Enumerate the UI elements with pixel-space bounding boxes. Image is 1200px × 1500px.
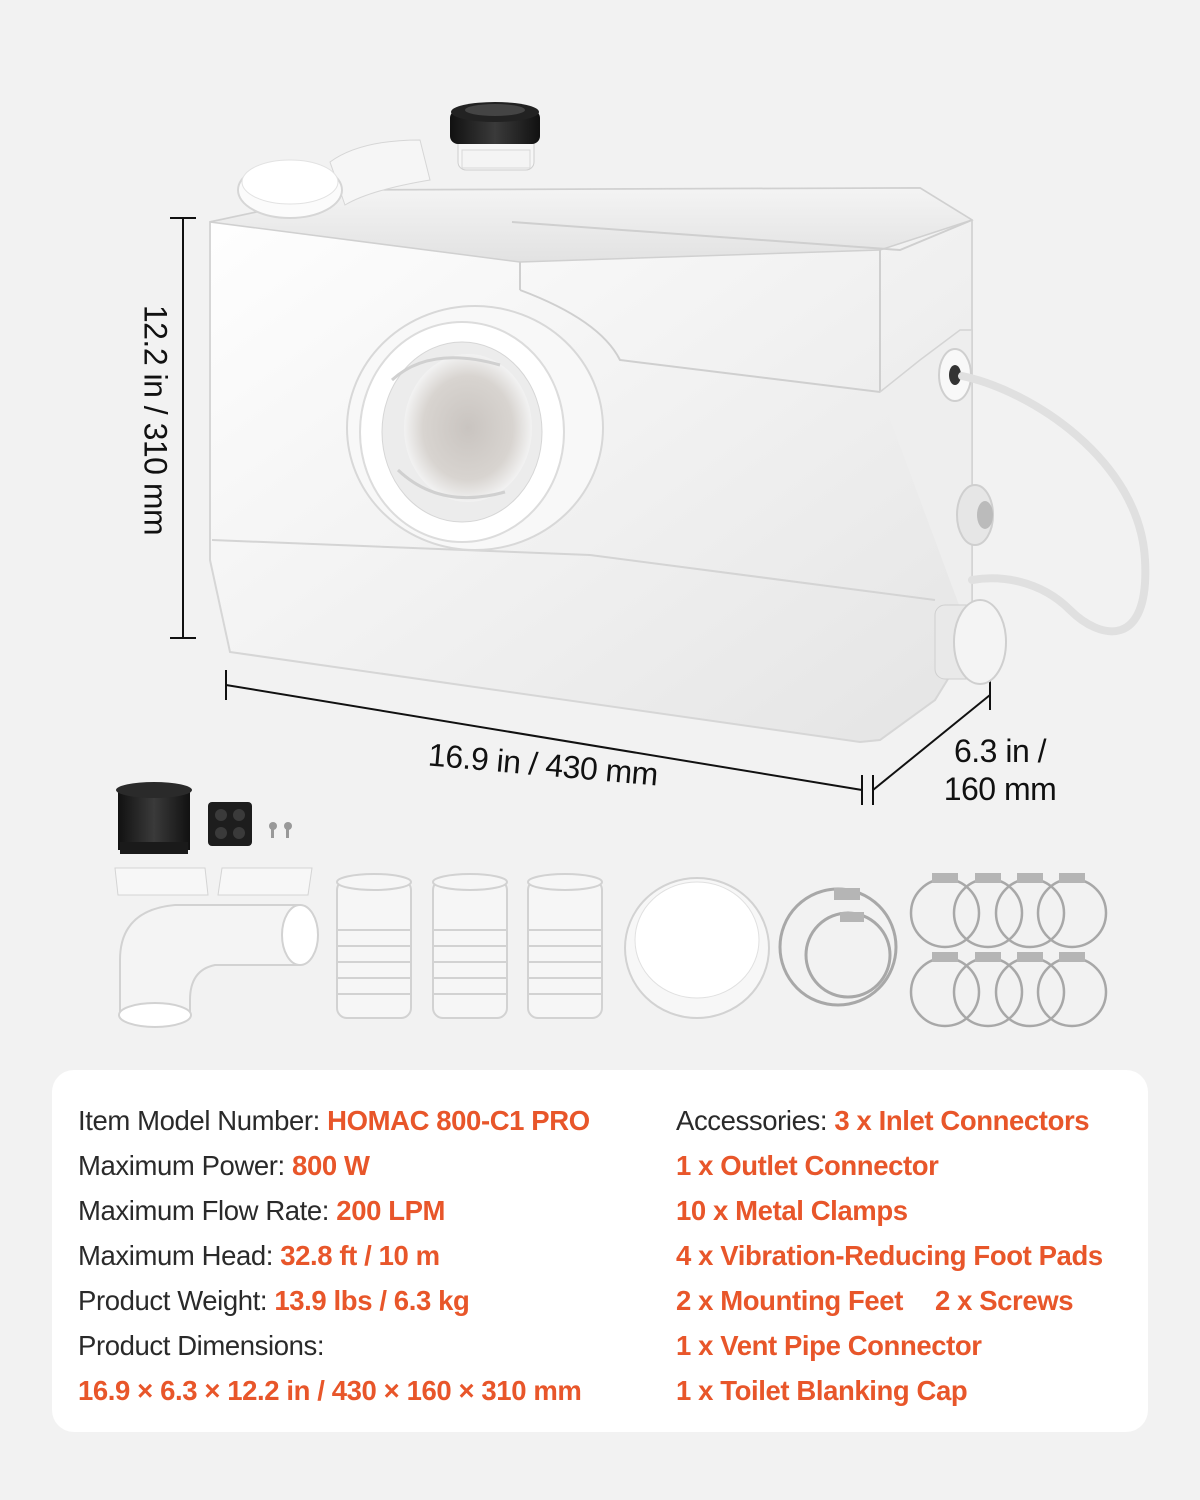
large-metal-clamps — [780, 888, 896, 1005]
spec-row-dimensions-value — [78, 1368, 590, 1413]
spec-label: Product Weight: — [78, 1285, 275, 1316]
spec-label: Item Model Number: — [78, 1105, 328, 1136]
spec-row-model — [78, 1098, 590, 1143]
spec-value: 16.9 × 6.3 × 12.2 in / 430 × 160 × 310 mm — [78, 1375, 582, 1406]
spec-row-head — [78, 1233, 590, 1278]
spec-value: 32.8 ft / 10 m — [280, 1240, 440, 1271]
accessory-row — [676, 1098, 1103, 1143]
spec-value: 800 W — [292, 1150, 370, 1181]
front-inlet — [347, 306, 603, 550]
spec-row-power — [78, 1143, 590, 1188]
vent-cap — [450, 102, 540, 170]
vent-pipe-connector — [116, 782, 192, 854]
small-metal-clamps — [911, 873, 1106, 1026]
accessory-row — [676, 1278, 1103, 1323]
accessory-row — [676, 1368, 1103, 1413]
spec-value: HOMAC 800-C1 PRO — [327, 1105, 590, 1136]
spec-label: Maximum Flow Rate: — [78, 1195, 337, 1226]
spec-list — [78, 1098, 590, 1413]
accessory-item: 1 x Outlet Connector — [676, 1150, 939, 1181]
screws — [269, 822, 292, 838]
spec-label: Product Dimensions: — [78, 1330, 325, 1361]
accessory-row — [676, 1188, 1103, 1233]
depth-dimension-label — [944, 732, 1057, 808]
mounting-feet — [115, 868, 312, 895]
inlet-connectors — [337, 874, 602, 1018]
accessories-label: Accessories: — [676, 1105, 835, 1136]
outlet-connector — [119, 905, 318, 1027]
toilet-blanking-cap — [625, 878, 769, 1018]
spec-value: 200 LPM — [336, 1195, 446, 1226]
foot-pads — [208, 802, 252, 846]
spec-label: Maximum Head: — [78, 1240, 281, 1271]
spec-card — [52, 1070, 1148, 1432]
accessory-item: 2 x Mounting Feet — [676, 1285, 903, 1316]
length-dimension-label: 16.9 in / 430 mm — [426, 736, 660, 793]
accessory-item: 2 x Screws — [934, 1285, 1074, 1316]
accessory-item: 3 x Inlet Connectors — [834, 1105, 1090, 1136]
spec-row-flow-rate — [78, 1188, 590, 1233]
accessory-row — [676, 1233, 1103, 1278]
accessory-row — [676, 1323, 1103, 1368]
spec-row-weight — [78, 1278, 590, 1323]
accessories-list — [676, 1098, 1103, 1413]
accessory-item: 4 x Vibration-Reducing Foot Pads — [676, 1240, 1103, 1271]
accessory-item: 1 x Vent Pipe Connector — [676, 1330, 982, 1361]
spec-label: Maximum Power: — [78, 1150, 293, 1181]
height-dimension-line — [170, 218, 196, 638]
height-dimension-label: 12.2 in / 310 mm — [137, 304, 174, 536]
accessory-row — [676, 1143, 1103, 1188]
accessory-item: 1 x Toilet Blanking Cap — [676, 1375, 968, 1406]
depth-label-line2: 160 mm — [943, 771, 1057, 807]
spec-row-dimensions-label — [78, 1323, 590, 1368]
depth-label-line1: 6.3 in / — [953, 733, 1047, 769]
accessory-item: 10 x Metal Clamps — [676, 1195, 908, 1226]
spec-value: 13.9 lbs / 6.3 kg — [274, 1285, 470, 1316]
